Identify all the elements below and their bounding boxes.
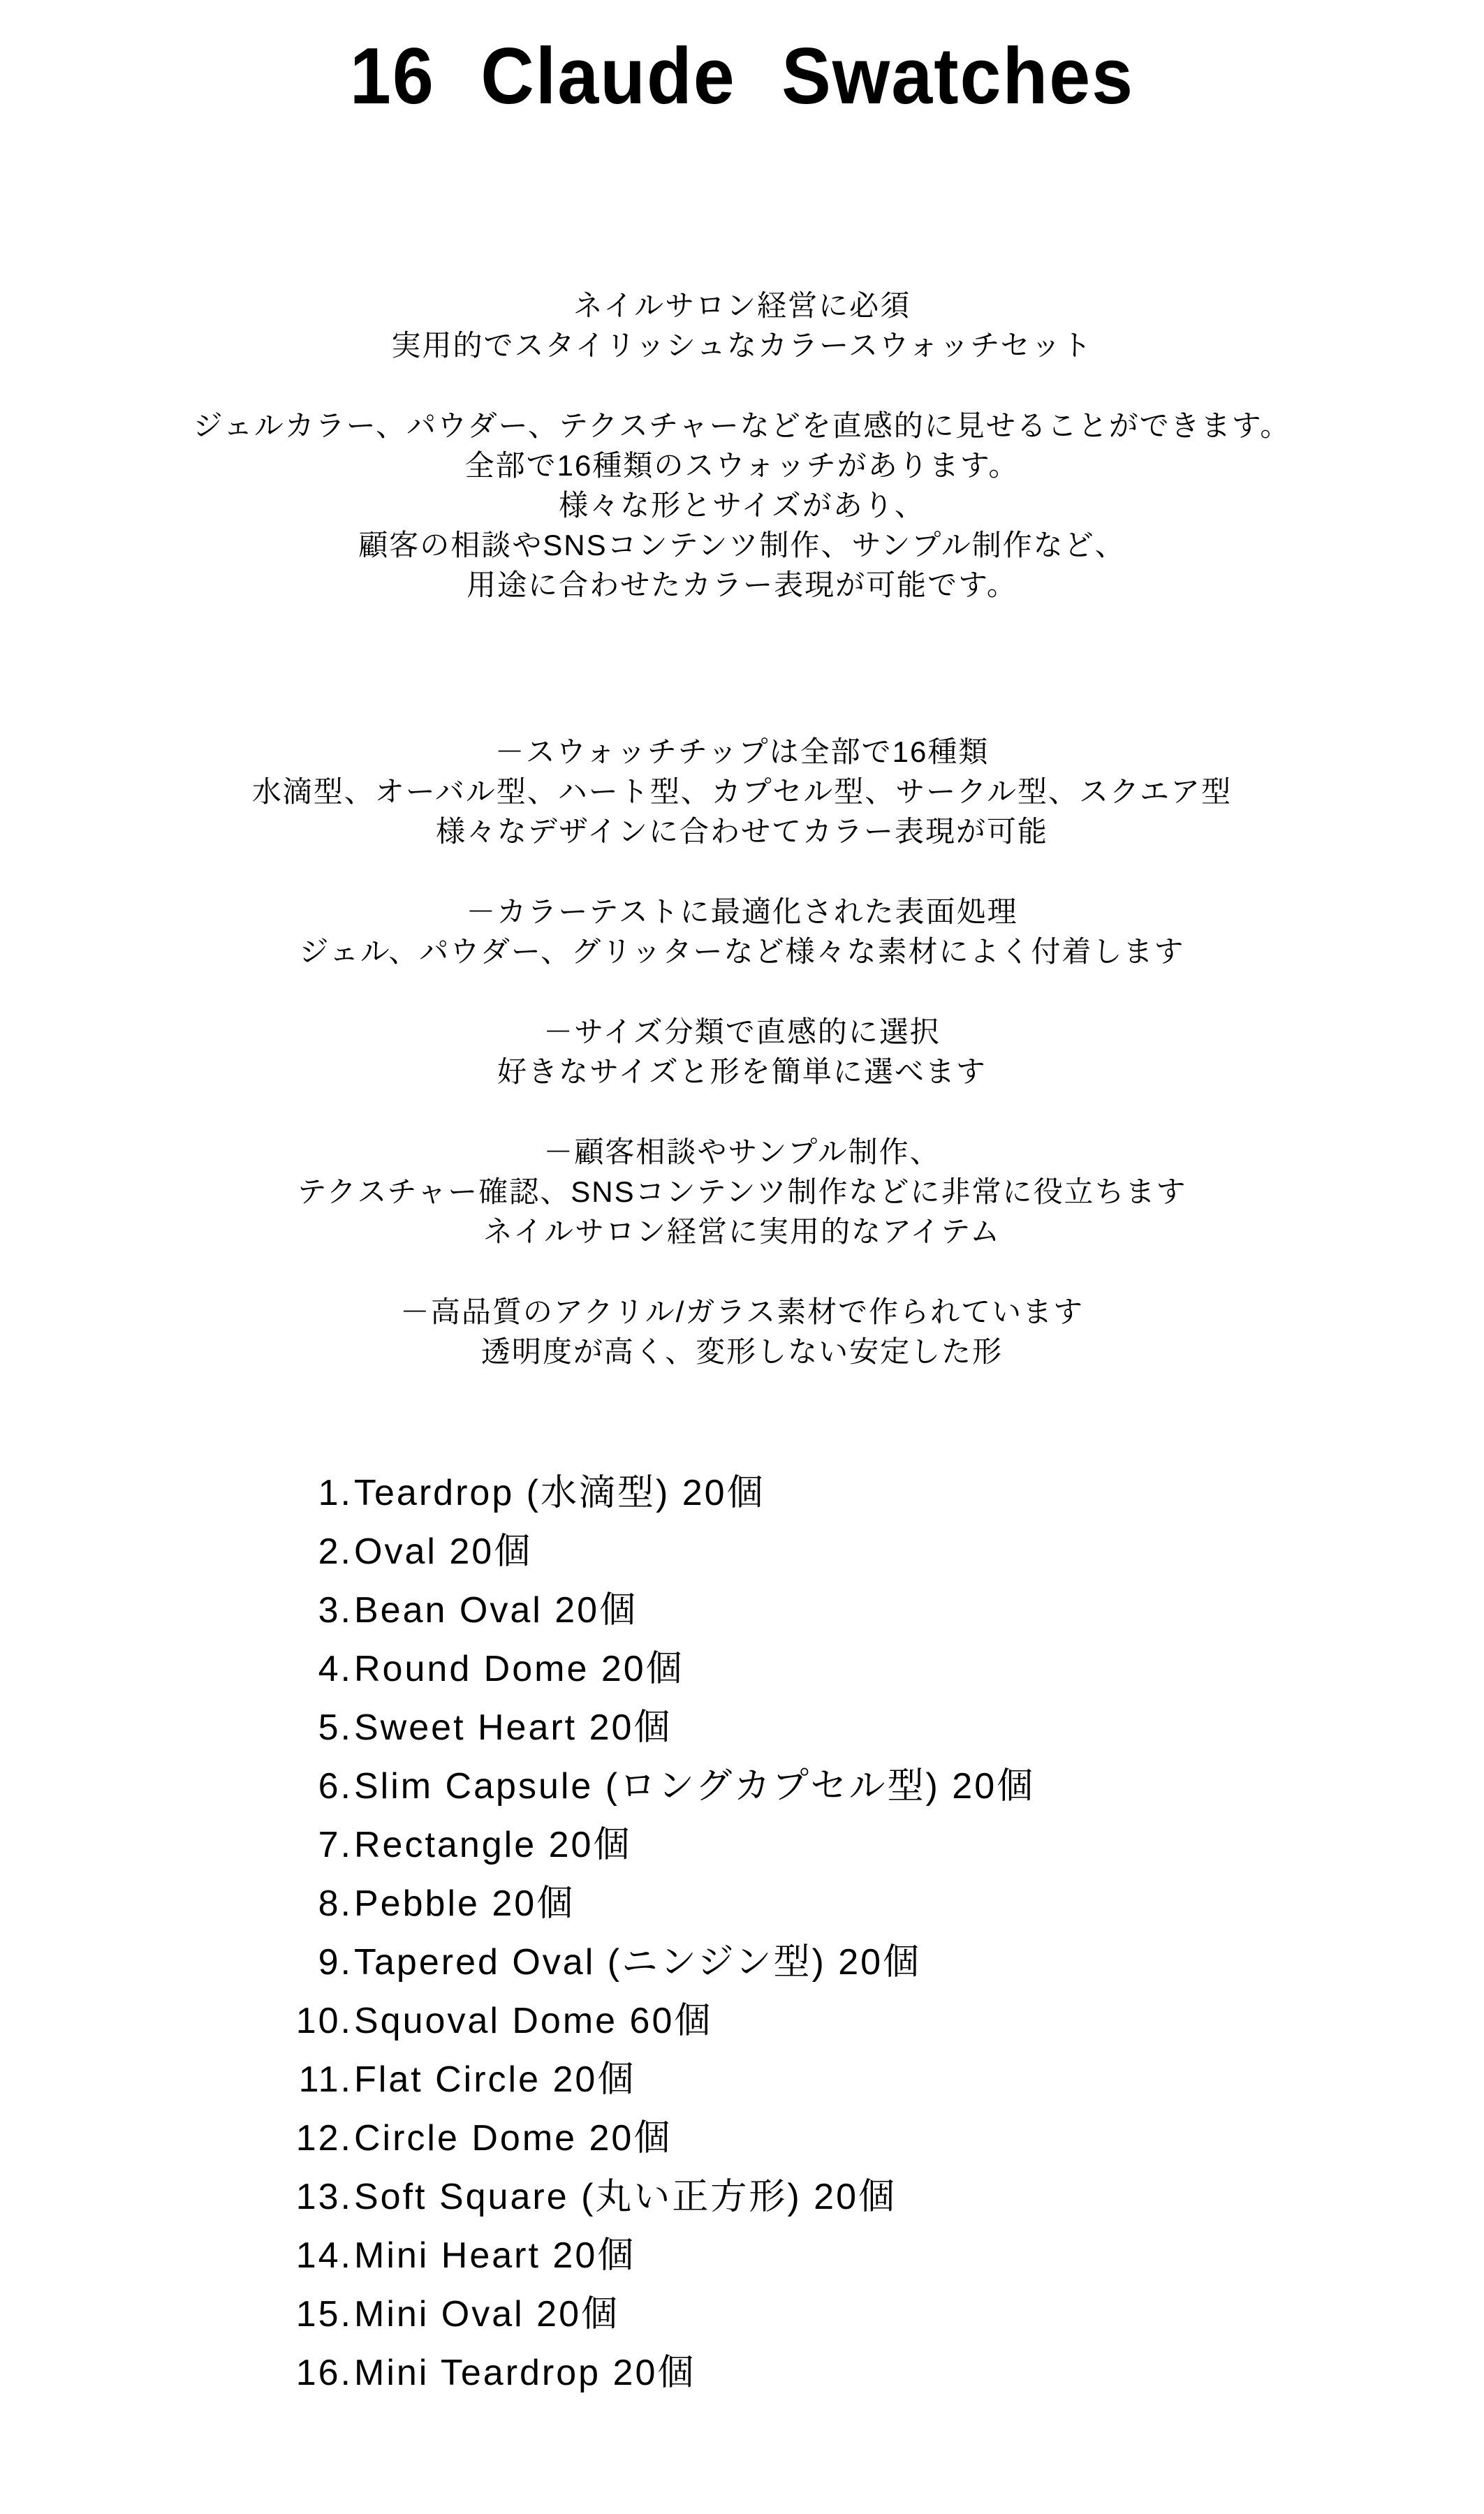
list-item-label: Squoval Dome 60個 xyxy=(354,2000,713,2041)
list-item-label: Sweet Heart 20個 xyxy=(354,1707,673,1748)
list-item xyxy=(230,1464,1484,1522)
list-item-number: 11. xyxy=(298,2059,353,2100)
list-item-number: 2. xyxy=(318,1531,353,1572)
list-item xyxy=(230,2109,1484,2168)
list-item-number: 4. xyxy=(318,1648,353,1689)
intro-text xyxy=(0,286,1484,1372)
list-item xyxy=(230,2168,1484,2226)
list-item xyxy=(230,1581,1484,1640)
list-item xyxy=(230,2050,1484,2109)
swatch-shape-list xyxy=(230,1464,1484,2402)
feature-line: ジェル、パウダー、グリッターなど様々な素材によく付着します xyxy=(299,934,1185,968)
feature-line: テクスチャー確認、SNSコンテンツ制作などに非常に役立ちます xyxy=(297,1175,1187,1208)
list-item-label: Bean Oval 20個 xyxy=(354,1589,638,1631)
list-item xyxy=(230,1992,1484,2050)
list-item-number: 9. xyxy=(318,1941,353,1983)
list-item-number: 6. xyxy=(318,1765,353,1807)
list-item-label: Mini Oval 20個 xyxy=(354,2293,619,2335)
list-item-number: 13. xyxy=(295,2176,353,2217)
list-item-number: 1. xyxy=(318,1472,353,1513)
list-item-number: 5. xyxy=(318,1707,353,1748)
list-item-label: Rectangle 20個 xyxy=(354,1824,632,1865)
list-item xyxy=(230,1757,1484,1816)
list-item-label: Mini Heart 20個 xyxy=(354,2235,636,2276)
feature-line: 透明度が高く、変形しない安定した形 xyxy=(480,1335,1004,1368)
list-item-label: Mini Teardrop 20個 xyxy=(354,2352,696,2393)
intro-block-tagline xyxy=(0,286,1484,365)
list-item-number: 14. xyxy=(295,2235,353,2276)
list-item-label: Soft Square (丸い正方形) 20個 xyxy=(354,2176,897,2217)
list-item xyxy=(230,2344,1484,2402)
list-item-number: 7. xyxy=(318,1824,353,1865)
feature-line: －高品質のアクリル/ガラス素材で作られています xyxy=(399,1295,1085,1328)
feature-block-usage xyxy=(0,1132,1484,1251)
list-item-label: Round Dome 20個 xyxy=(354,1648,684,1689)
feature-line: －カラーテストに最適化された表面処理 xyxy=(466,895,1018,928)
list-item-number: 3. xyxy=(318,1589,353,1631)
feature-line: 水滴型、オーバル型、ハート型、カプセル型、サークル型、スクエア型 xyxy=(251,774,1233,808)
feature-line: －顧客相談やサンプル制作、 xyxy=(543,1135,941,1168)
intro-line: ネイルサロン経営に必須 xyxy=(573,288,911,322)
list-item xyxy=(230,1816,1484,1874)
feature-block-shapes xyxy=(0,732,1484,851)
list-item xyxy=(230,2226,1484,2285)
page-title: 16 Claude Swatches xyxy=(349,31,1135,122)
list-item-label: Teardrop (水滴型) 20個 xyxy=(354,1472,765,1513)
feature-line: －スウォッチチップは全部で16種類 xyxy=(494,735,990,768)
feature-block-surface xyxy=(0,892,1484,971)
list-item xyxy=(230,1874,1484,1933)
feature-block-material xyxy=(0,1292,1484,1372)
list-item-number: 12. xyxy=(295,2117,353,2159)
feature-line: －サイズ分類で直感的に選択 xyxy=(543,1015,941,1048)
intro-line: 顧客の相談やSNSコンテンツ制作、サンプル制作など、 xyxy=(358,528,1126,561)
intro-line: 用途に合わせたカラー表現が可能です。 xyxy=(466,568,1018,601)
list-item-label: Flat Circle 20個 xyxy=(354,2059,636,2100)
list-item xyxy=(230,1933,1484,1992)
list-item-number: 15. xyxy=(295,2293,353,2335)
list-item-label: Circle Dome 20個 xyxy=(354,2117,673,2159)
intro-line: 実用的でスタイリッシュなカラースウォッチセット xyxy=(391,328,1093,362)
feature-line: ネイルサロン経営に実用的なアイテム xyxy=(483,1214,1001,1248)
list-item-number: 8. xyxy=(318,1883,353,1924)
list-item-number: 10. xyxy=(295,2000,353,2041)
feature-block-size xyxy=(0,1012,1484,1091)
list-item-number: 16. xyxy=(295,2352,353,2393)
intro-line: 様々な形とサイズがあり、 xyxy=(559,488,925,522)
list-item-label: Oval 20個 xyxy=(354,1531,533,1572)
list-item-label: Slim Capsule (ロングカプセル型) 20個 xyxy=(354,1765,1036,1807)
feature-line: 様々なデザインに合わせてカラー表現が可能 xyxy=(435,814,1049,848)
intro-block-overview xyxy=(0,406,1484,605)
feature-line: 好きなサイズと形を簡単に選べます xyxy=(497,1054,987,1088)
intro-line: ジェルカラー、パウダー、テクスチャーなどを直感的に見せることができます。 xyxy=(193,409,1291,442)
list-item xyxy=(230,1698,1484,1757)
list-item xyxy=(230,2285,1484,2344)
list-item-label: Pebble 20個 xyxy=(354,1883,575,1924)
list-item xyxy=(230,1522,1484,1581)
list-item-label: Tapered Oval (ニンジン型) 20個 xyxy=(354,1941,922,1983)
list-item xyxy=(230,1640,1484,1698)
intro-line: 全部で16種類のスウォッチがあります。 xyxy=(464,448,1020,482)
